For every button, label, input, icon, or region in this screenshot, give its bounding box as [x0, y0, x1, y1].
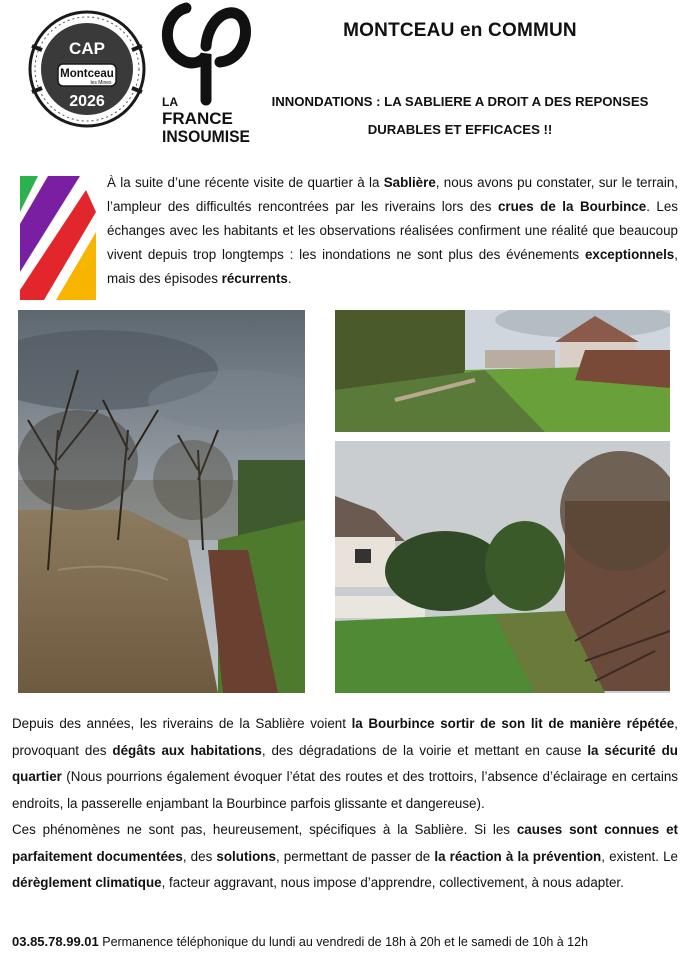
intro-paragraph	[107, 171, 678, 291]
phone-hours: Permanence téléphonique du lundi au vendredi de 18h à 20h et le samedi de 10h à 12h	[102, 935, 589, 949]
cap-city-sub-text: les Mines	[90, 80, 112, 86]
headline-line-2: DURABLES ET EFFICACES !!	[367, 122, 553, 137]
cap-city-text: Montceau	[60, 68, 114, 80]
body_para2-run-5: la réaction à la prévention	[434, 848, 602, 864]
cap-year-text: 2026	[69, 93, 105, 110]
intro-run-3: crues de la Bourbince	[497, 199, 647, 214]
house-path-photo	[335, 310, 670, 432]
intro-run-4: . Les échanges avec les habitants et les observations réalisées confirment une réalité que beaucoup vivent depuis trop longtemps : les inondations ne sont plus des événements	[107, 199, 678, 262]
body_para2-run-4: , permettant de passer de	[275, 848, 435, 864]
color-stripes-decoration	[16, 172, 100, 304]
body_para2-run-7: dérèglement climatique	[12, 875, 162, 890]
headline	[270, 88, 650, 144]
body_para1-run-0: Depuis des années, les riverains de la Sablière voient	[12, 716, 352, 731]
body_para1-run-3: dégâts aux habitations	[112, 742, 262, 758]
body-text	[12, 711, 678, 897]
garden-house-photo	[335, 441, 670, 693]
intro-run-7: récurrents	[221, 271, 288, 286]
body_para1-run-1: la Bourbince sortir de son lit de manière répétée	[351, 716, 675, 731]
headline-line-1: INNONDATIONS : LA SABLIERE A DROIT A DES REPONSES	[271, 94, 649, 109]
intro-run-6: , mais des épisodes	[107, 247, 678, 286]
lfi-logo	[158, 0, 256, 146]
intro-run-1: Sablière	[383, 175, 436, 190]
body_para1-run-5: la sécurité du quartier	[12, 742, 678, 784]
phone-number: 03.85.78.99.01	[12, 934, 99, 949]
body_para2-run-3: solutions	[216, 848, 276, 864]
body_para1-run-4: , des dégradations de la voirie et mettant en cause	[261, 742, 588, 758]
intro-run-8: .	[287, 271, 292, 286]
body_para2-run-2: , des	[182, 848, 217, 864]
cap-montceau-logo	[28, 10, 146, 128]
flooded-river-photo	[18, 310, 305, 693]
cap-text: CAP	[69, 39, 105, 58]
body_para2-run-0: Ces phénomènes ne sont pas, heureusement, spécifiques à la Sablière. Si les	[12, 822, 517, 837]
body_para2-run-8: , facteur aggravant, nous impose d’apprendre, collectivement, à nous adapter.	[161, 875, 624, 890]
intro-run-2: , nous avons pu constater, sur le terrain, l’ampleur des difficultés rencontrées par les riverains lors des	[107, 175, 678, 214]
body_para2-run-6: , existent. Le	[601, 848, 678, 864]
intro-run-5: exceptionnels	[584, 247, 675, 262]
footer	[12, 934, 692, 949]
body_para1-run-2: , provoquant des	[12, 716, 678, 758]
body-paragraph-2	[12, 817, 678, 897]
lfi-text-2: FRANCE	[162, 109, 233, 128]
body_para1-run-6: (Nous pourrions également évoquer l’état des routes et des trottoirs, l’absence d’éclairage en certains endroits, la passerelle enjambant la Bourbince parfois glissante et dangereuse).	[12, 769, 678, 811]
body-paragraph-1	[12, 711, 678, 817]
body_para2-run-1: causes sont connues et parfaitement documentées	[12, 822, 678, 864]
lfi-text-1: LA	[162, 95, 178, 109]
page-title: MONTCEAU en COMMUN	[343, 20, 577, 41]
lfi-text-3: INSOUMISE	[162, 127, 250, 146]
intro-run-0: À la suite d’une récente visite de quartier à la	[107, 175, 384, 190]
